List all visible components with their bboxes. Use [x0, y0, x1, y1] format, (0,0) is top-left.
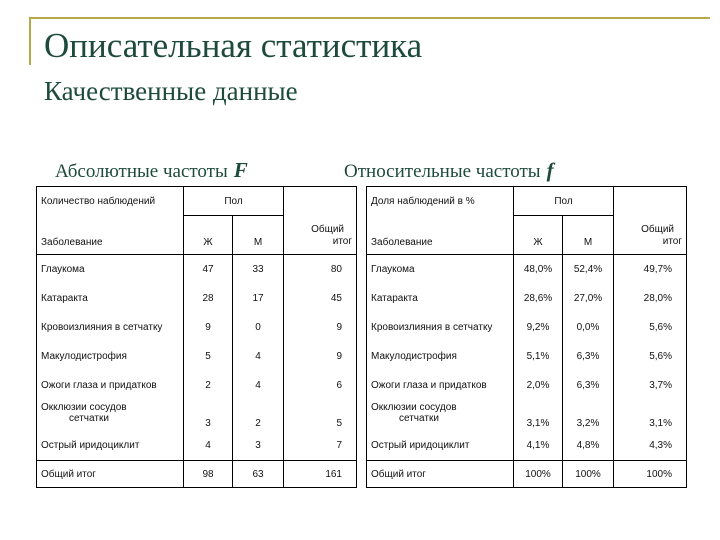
- row-label-line2: сетчатки: [399, 413, 439, 424]
- value-f: 5: [184, 342, 233, 371]
- value-m: 4: [233, 342, 284, 371]
- row-label-line1: Катаракта: [41, 293, 88, 304]
- value-total: 3,7%: [614, 371, 687, 400]
- row-label: [37, 371, 184, 400]
- value-total: 4,3%: [614, 431, 687, 461]
- table-row: [367, 371, 687, 400]
- table-row: [367, 431, 687, 461]
- table-row: [37, 371, 357, 400]
- total-row: [367, 461, 687, 488]
- value-m: 4: [233, 371, 284, 400]
- value-f: 47: [184, 255, 233, 285]
- col-header-f: Ж: [184, 216, 233, 255]
- value-total: 49,7%: [614, 255, 687, 285]
- table-row: [37, 284, 357, 313]
- total-col-header: [614, 187, 687, 255]
- value-f: 2: [184, 371, 233, 400]
- row-label: [367, 342, 514, 371]
- abs-caption-text: Абсолютные частоты: [55, 161, 228, 182]
- page-title: Описательная статистика: [44, 26, 423, 65]
- total-m: 63: [233, 461, 284, 488]
- row-label: [37, 255, 184, 285]
- value-total: 28,0%: [614, 284, 687, 313]
- corner-header: Доля наблюдений в %: [367, 187, 514, 216]
- table-row: [367, 313, 687, 342]
- row-label: [367, 400, 514, 431]
- value-f: 3: [184, 400, 233, 431]
- value-m: 3: [233, 431, 284, 461]
- row-header: Заболевание: [37, 216, 184, 255]
- rel-frequency-table: [366, 186, 687, 488]
- value-f: 28: [184, 284, 233, 313]
- row-label-line1: Кровоизлияния в сетчатку: [41, 322, 163, 333]
- row-label-line1: Окклюзии сосудов: [41, 402, 127, 413]
- total-label: Общий итог: [367, 461, 514, 488]
- abs-frequency-table: [36, 186, 357, 488]
- value-m: 6,3%: [563, 371, 614, 400]
- table-row: [37, 255, 357, 285]
- value-total: 3,1%: [614, 400, 687, 431]
- row-label-line1: Острый иридоциклит: [41, 440, 140, 451]
- group-header-pol: Пол: [514, 187, 614, 216]
- table-row: [367, 400, 687, 431]
- value-total: 5,6%: [614, 342, 687, 371]
- rel-caption-symbol: f: [546, 158, 554, 182]
- abs-caption: [55, 158, 248, 183]
- value-m: 17: [233, 284, 284, 313]
- table-row: [367, 342, 687, 371]
- table-row: [37, 400, 357, 431]
- row-header: Заболевание: [367, 216, 514, 255]
- row-label-line1: Кровоизлияния в сетчатку: [371, 322, 493, 333]
- total-all: 161: [284, 461, 357, 488]
- value-m: 2: [233, 400, 284, 431]
- total-row: [37, 461, 357, 488]
- row-label-line1: Ожоги глаза и придатков: [41, 380, 157, 391]
- table-row: [367, 255, 687, 285]
- row-label: [367, 371, 514, 400]
- table-row: [37, 313, 357, 342]
- value-total: 6: [284, 371, 357, 400]
- decor-left-line: [29, 17, 31, 65]
- row-label-line1: Острый иридоциклит: [371, 440, 470, 451]
- value-m: 0,0%: [563, 313, 614, 342]
- rel-caption: [344, 158, 554, 183]
- row-label-line1: Окклюзии сосудов: [371, 402, 457, 413]
- row-label: [367, 255, 514, 285]
- value-total: 9: [284, 313, 357, 342]
- value-f: 5,1%: [514, 342, 563, 371]
- col-header-m: М: [233, 216, 284, 255]
- total-col-label-2: итог: [332, 236, 352, 247]
- row-label: [367, 284, 514, 313]
- value-m: 52,4%: [563, 255, 614, 285]
- value-m: 4,8%: [563, 431, 614, 461]
- col-header-f: Ж: [514, 216, 563, 255]
- value-total: 9: [284, 342, 357, 371]
- value-m: 6,3%: [563, 342, 614, 371]
- row-label-line1: Макулодистрофия: [41, 351, 127, 362]
- value-f: 4: [184, 431, 233, 461]
- total-col-header: [284, 187, 357, 255]
- value-total: 45: [284, 284, 357, 313]
- abs-caption-symbol: F: [233, 158, 248, 182]
- row-label-line1: Катаракта: [371, 293, 418, 304]
- value-total: 5: [284, 400, 357, 431]
- row-label: [37, 431, 184, 461]
- row-label: [37, 284, 184, 313]
- total-label: Общий итог: [37, 461, 184, 488]
- total-col-label-1: Общий: [641, 224, 674, 235]
- table-row: [37, 431, 357, 461]
- row-label-line2: сетчатки: [69, 413, 109, 424]
- value-total: 5,6%: [614, 313, 687, 342]
- row-label-line1: Ожоги глаза и придатков: [371, 380, 487, 391]
- value-f: 2,0%: [514, 371, 563, 400]
- value-m: 33: [233, 255, 284, 285]
- total-all: 100%: [614, 461, 687, 488]
- total-f: 100%: [514, 461, 563, 488]
- row-label: [37, 342, 184, 371]
- row-label: [37, 313, 184, 342]
- value-m: 3,2%: [563, 400, 614, 431]
- total-col-label-2: итог: [662, 236, 682, 247]
- value-m: 0: [233, 313, 284, 342]
- row-label-line1: Глаукома: [371, 264, 415, 275]
- row-label: [367, 431, 514, 461]
- value-total: 80: [284, 255, 357, 285]
- value-f: 4,1%: [514, 431, 563, 461]
- table-row: [367, 284, 687, 313]
- total-m: 100%: [563, 461, 614, 488]
- value-m: 27,0%: [563, 284, 614, 313]
- value-f: 9: [184, 313, 233, 342]
- row-label-line1: Глаукома: [41, 264, 85, 275]
- rel-caption-text: Относительные частоты: [344, 161, 541, 182]
- row-label-line1: Макулодистрофия: [371, 351, 457, 362]
- value-f: 48,0%: [514, 255, 563, 285]
- value-f: 28,6%: [514, 284, 563, 313]
- value-f: 9,2%: [514, 313, 563, 342]
- col-header-m: М: [563, 216, 614, 255]
- page-subtitle: Качественные данные: [44, 76, 298, 106]
- row-label: [367, 313, 514, 342]
- table-row: [37, 342, 357, 371]
- decor-top-line: [30, 17, 710, 19]
- value-total: 7: [284, 431, 357, 461]
- total-f: 98: [184, 461, 233, 488]
- row-label: [37, 400, 184, 431]
- group-header-pol: Пол: [184, 187, 284, 216]
- value-f: 3,1%: [514, 400, 563, 431]
- corner-header: Количество наблюдений: [37, 187, 184, 216]
- total-col-label-1: Общий: [311, 224, 344, 235]
